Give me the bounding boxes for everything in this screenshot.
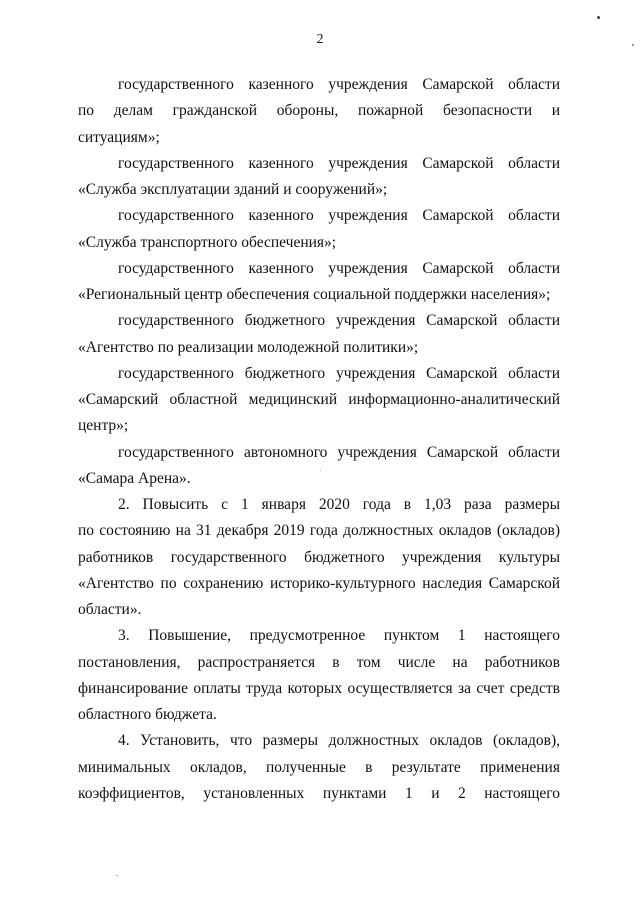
- text-line: постановления, распространяется в том числе на работников: [78, 654, 560, 671]
- text-line: по состоянию на 31 декабря 2019 года должностных окладов (окладов): [78, 522, 560, 539]
- text-line: областного бюджета.: [78, 706, 217, 723]
- text-line: минимальных окладов, полученные в результате применения: [78, 759, 560, 776]
- text-line: государственного казенного учреждения Самарской области: [118, 207, 560, 224]
- scan-speck: [632, 44, 634, 46]
- text-line: коэффициентов, установленных пунктами 1 и 2 настоящего: [78, 785, 560, 802]
- page-number: 2: [316, 32, 324, 47]
- text-line: по делам гражданской обороны, пожарной безопасности и: [78, 102, 560, 119]
- scan-speck: [320, 470, 321, 471]
- text-line: ситуациям»;: [78, 129, 160, 146]
- text-line: 4. Установить, что размеры должностных окладов (окладов),: [118, 732, 560, 749]
- text-line: финансирование оплаты труда которых осуществляется за счет средств: [78, 680, 560, 697]
- text-line: центр»;: [78, 417, 129, 434]
- text-line: «Служба транспортного обеспечения»;: [78, 234, 337, 251]
- text-line: государственного казенного учреждения Самарской области: [118, 76, 560, 93]
- text-line: «Региональный центр обеспечения социальной поддержки населения»;: [78, 286, 551, 303]
- text-line: «Служба эксплуатации зданий и сооружений»;: [78, 181, 388, 198]
- text-line: государственного казенного учреждения Самарской области: [118, 260, 560, 277]
- text-line: 3. Повышение, предусмотренное пунктом 1 настоящего: [118, 627, 560, 644]
- text-line: «Агентство по сохранению историко-культурного наследия Самарской: [78, 575, 560, 592]
- scan-speck: [597, 16, 600, 19]
- text-line: государственного казенного учреждения Самарской области: [118, 155, 560, 172]
- text-line: государственного бюджетного учреждения Самарской области: [118, 365, 560, 382]
- text-line: «Самарский областной медицинский информационно-аналитический: [78, 391, 560, 408]
- text-line: работников государственного бюджетного учреждения культуры: [78, 549, 560, 566]
- text-line: 2. Повысить с 1 января 2020 года в 1,03 раза размеры: [118, 496, 560, 513]
- scan-speck: [116, 875, 118, 876]
- text-line: государственного автономного учреждения Самарской области: [118, 444, 560, 461]
- text-line: государственного бюджетного учреждения Самарской области: [118, 312, 560, 329]
- text-line: «Самара Арена».: [78, 470, 191, 487]
- text-line: области».: [78, 601, 142, 618]
- text-line: «Агентство по реализации молодежной политики»;: [78, 339, 419, 356]
